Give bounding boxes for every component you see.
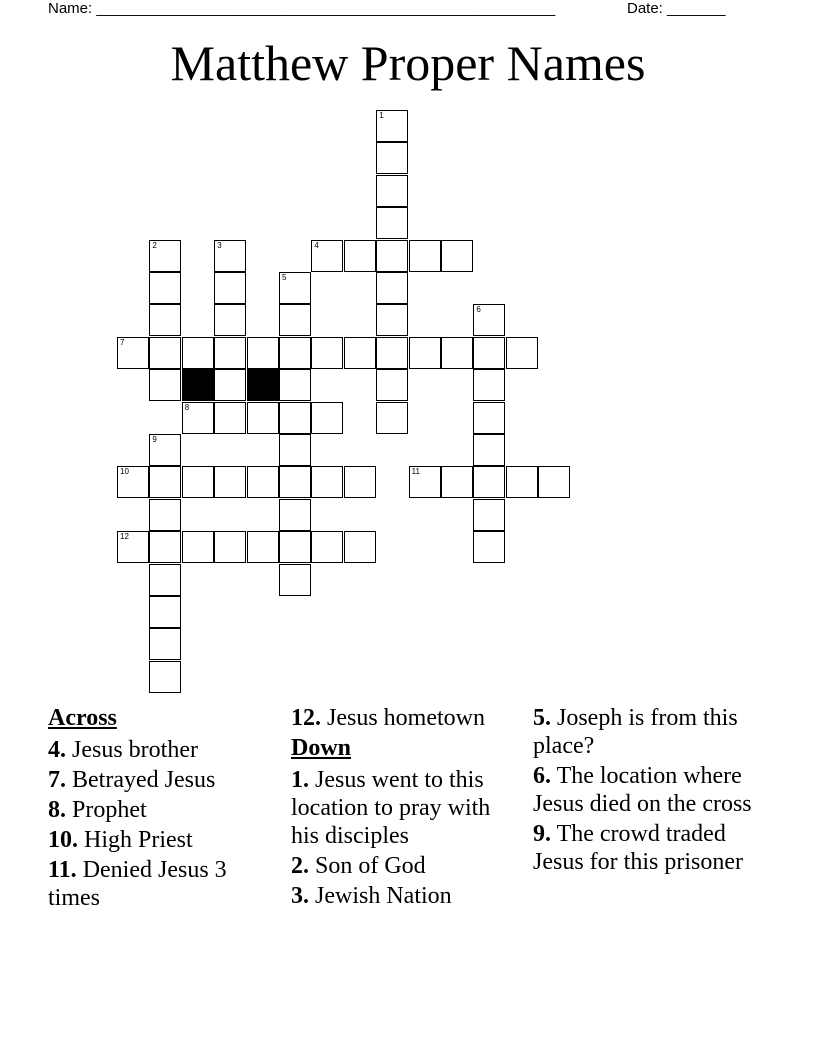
down-clue-3 xyxy=(291,882,523,910)
clue-number: 8. xyxy=(48,797,66,823)
grid-cell[interactable] xyxy=(149,434,181,466)
grid-cell[interactable] xyxy=(214,337,246,369)
across-clue-11 xyxy=(48,856,248,912)
grid-cell[interactable] xyxy=(214,240,246,272)
grid-cell[interactable] xyxy=(376,402,408,434)
grid-cell[interactable] xyxy=(247,466,279,498)
grid-cell[interactable] xyxy=(279,434,311,466)
clue-text: Joseph is from this place? xyxy=(533,705,738,759)
grid-cell[interactable] xyxy=(247,531,279,563)
grid-cell[interactable] xyxy=(247,337,279,369)
grid-cell[interactable] xyxy=(214,402,246,434)
grid-cell[interactable] xyxy=(279,337,311,369)
grid-cell[interactable] xyxy=(214,466,246,498)
cell-number: 4 xyxy=(314,240,319,250)
clues-column-2 xyxy=(291,704,523,912)
cell-number: 9 xyxy=(152,435,157,444)
grid-cell[interactable] xyxy=(376,304,408,336)
grid-cell[interactable] xyxy=(473,531,505,563)
grid-cell[interactable] xyxy=(376,337,408,369)
grid-cell[interactable] xyxy=(214,369,246,401)
grid-cell[interactable] xyxy=(344,531,376,563)
grid-cell[interactable] xyxy=(473,402,505,434)
clue-text: The location where Jesus died on the cross xyxy=(533,763,752,817)
grid-cell[interactable] xyxy=(311,466,343,498)
across-clue-7 xyxy=(48,766,248,794)
grid-cell[interactable] xyxy=(117,337,149,369)
grid-cell[interactable] xyxy=(311,402,343,434)
grid-cell[interactable] xyxy=(473,466,505,498)
clue-text: Jesus went to this location to pray with his disciples xyxy=(291,767,491,849)
grid-cell[interactable] xyxy=(279,369,311,401)
clue-text: Jewish Nation xyxy=(315,883,452,909)
clue-number: 9. xyxy=(533,821,551,847)
cell-number: 12 xyxy=(120,532,129,542)
cell-number: 11 xyxy=(411,467,420,477)
grid-cell[interactable] xyxy=(149,661,181,693)
clue-number: 3. xyxy=(291,883,309,909)
clue-number: 5. xyxy=(533,705,551,731)
clue-text: The crowd traded Jesus for this prisoner xyxy=(533,821,743,875)
grid-cell[interactable] xyxy=(182,402,214,434)
grid-cell[interactable] xyxy=(506,337,538,369)
grid-cell[interactable] xyxy=(214,531,246,563)
grid-cell[interactable] xyxy=(279,499,311,531)
clue-text: High Priest xyxy=(84,827,193,853)
grid-cell[interactable] xyxy=(441,240,473,272)
grid-cell[interactable] xyxy=(311,240,343,272)
grid-cell[interactable] xyxy=(279,402,311,434)
grid-cell[interactable] xyxy=(149,466,181,498)
grid-cell[interactable] xyxy=(344,466,376,498)
clue-text: Jesus hometown xyxy=(327,705,485,731)
across-clue-12 xyxy=(291,704,523,732)
grid-cell[interactable] xyxy=(182,531,214,563)
grid-cell[interactable] xyxy=(473,337,505,369)
grid-cell[interactable] xyxy=(344,337,376,369)
grid-cell[interactable] xyxy=(149,628,181,660)
grid-cell[interactable] xyxy=(117,531,149,563)
clue-text: Denied Jesus 3 times xyxy=(48,857,227,911)
grid-cell[interactable] xyxy=(247,402,279,434)
date-field[interactable]: Date: _______ xyxy=(627,0,726,17)
grid-cell[interactable] xyxy=(376,272,408,304)
clue-text: Betrayed Jesus xyxy=(72,767,216,793)
clue-text: Jesus brother xyxy=(72,737,198,763)
cell-number: 7 xyxy=(120,337,125,347)
grid-cell[interactable] xyxy=(214,304,246,336)
grid-cell[interactable] xyxy=(376,175,408,207)
grid-cell[interactable] xyxy=(149,337,181,369)
cell-number: 6 xyxy=(476,305,481,315)
grid-cell[interactable] xyxy=(376,240,408,272)
grid-cell[interactable] xyxy=(149,272,181,304)
down-clue-1 xyxy=(291,766,523,850)
clues-column-3 xyxy=(533,704,773,878)
black-square xyxy=(182,369,214,401)
grid-cell[interactable] xyxy=(182,466,214,498)
grid-cell[interactable] xyxy=(149,531,181,563)
down-clue-5 xyxy=(533,704,773,760)
clue-number: 4. xyxy=(48,737,66,763)
across-clue-8 xyxy=(48,796,248,824)
grid-cell[interactable] xyxy=(214,272,246,304)
clue-number: 12. xyxy=(291,705,321,731)
grid-cell[interactable] xyxy=(473,434,505,466)
across-clue-10 xyxy=(48,826,248,854)
grid-cell[interactable] xyxy=(473,304,505,336)
grid-cell[interactable] xyxy=(376,207,408,239)
grid-cell[interactable] xyxy=(279,531,311,563)
grid-cell[interactable] xyxy=(279,304,311,336)
clue-number: 1. xyxy=(291,767,309,793)
clue-text: Prophet xyxy=(72,797,147,823)
clue-number: 11. xyxy=(48,857,77,883)
grid-cell[interactable] xyxy=(279,564,311,596)
grid-cell[interactable] xyxy=(441,466,473,498)
clue-text: Son of God xyxy=(315,853,426,879)
grid-cell[interactable] xyxy=(149,596,181,628)
page-title: Matthew Proper Names xyxy=(170,35,646,91)
grid-cell[interactable] xyxy=(473,499,505,531)
cell-number: 2 xyxy=(152,240,157,250)
cell-number: 5 xyxy=(282,273,287,282)
grid-cell[interactable] xyxy=(182,337,214,369)
down-clue-2 xyxy=(291,852,523,880)
grid-cell[interactable] xyxy=(149,369,181,401)
grid-cell[interactable] xyxy=(117,466,149,498)
clues-column-1 xyxy=(48,704,248,914)
name-field[interactable]: Name: _______________________________________________________ xyxy=(48,0,556,17)
down-clue-6 xyxy=(533,762,773,818)
grid-cell[interactable] xyxy=(538,466,570,498)
clue-number: 10. xyxy=(48,827,78,853)
grid-cell[interactable] xyxy=(344,240,376,272)
cell-number: 8 xyxy=(184,402,190,412)
cell-number: 1 xyxy=(379,111,384,120)
grid-cell[interactable] xyxy=(311,337,343,369)
grid-cell[interactable] xyxy=(279,466,311,498)
across-heading: Across xyxy=(48,705,117,731)
grid-cell[interactable] xyxy=(311,531,343,563)
cell-number: 10 xyxy=(120,467,129,477)
grid-cell[interactable] xyxy=(376,110,408,142)
clue-number: 7. xyxy=(48,767,66,793)
grid-cell[interactable] xyxy=(376,142,408,174)
across-clue-4 xyxy=(48,736,248,764)
grid-cell[interactable] xyxy=(149,240,181,272)
cell-number: 3 xyxy=(217,240,222,250)
header-line xyxy=(48,0,748,20)
grid-cell[interactable] xyxy=(149,304,181,336)
black-square xyxy=(247,369,279,401)
grid-cell[interactable] xyxy=(409,337,441,369)
grid-cell[interactable] xyxy=(409,240,441,272)
grid-cell[interactable] xyxy=(473,369,505,401)
clue-number: 2. xyxy=(291,853,309,879)
grid-cell[interactable] xyxy=(376,369,408,401)
grid-cell[interactable] xyxy=(441,337,473,369)
down-heading: Down xyxy=(291,735,352,761)
grid-cell[interactable] xyxy=(149,564,181,596)
down-clue-9 xyxy=(533,820,773,876)
grid-cell[interactable] xyxy=(409,466,441,498)
clue-number: 6. xyxy=(533,763,551,789)
grid-cell[interactable] xyxy=(506,466,538,498)
grid-cell[interactable] xyxy=(279,272,311,304)
grid-cell[interactable] xyxy=(149,499,181,531)
